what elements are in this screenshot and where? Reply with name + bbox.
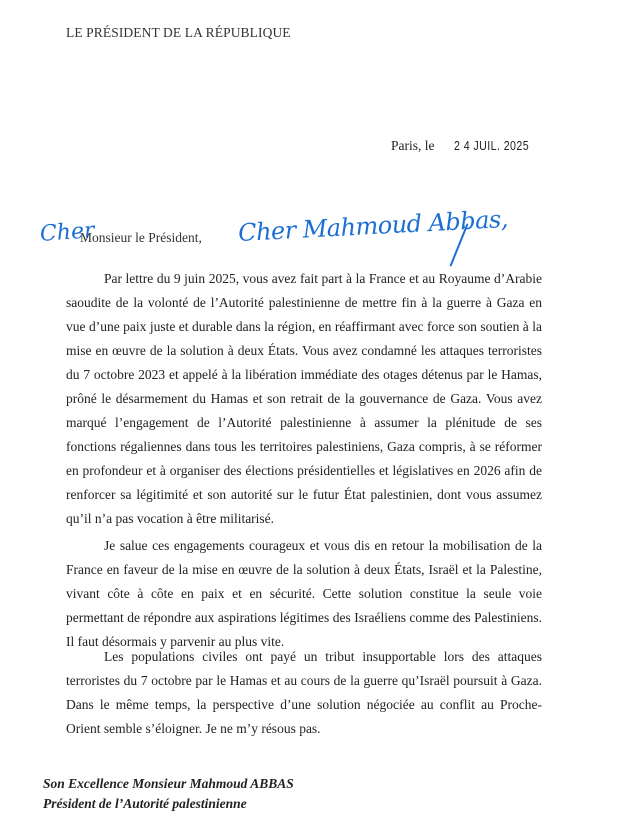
recipient-title: Président de l’Autorité palestinienne [43, 796, 247, 811]
recipient-name: Son Excellence Monsieur Mahmoud ABBAS [43, 776, 294, 791]
date-stamp: 2 4 JUIL. 2025 [453, 139, 529, 153]
handwritten-greeting-left: Cher [39, 218, 96, 247]
handwritten-greeting-right: Cher Mahmoud Abbas, [237, 204, 509, 248]
date-place: Paris, le [391, 138, 435, 153]
paragraph-1 [66, 267, 542, 531]
paragraph-2 [66, 534, 542, 654]
salutation-row [39, 204, 520, 274]
paragraph-3 [66, 645, 542, 741]
letterhead: LE PRÉSIDENT DE LA RÉPUBLIQUE [66, 25, 291, 40]
paragraph-text: Par lettre du 9 juin 2025, vous avez fait part à la France et au Royaume d’Arabie saoudite de la volonté de l’Autorité palestinienne de mettre fin à la guerre à Gaza en vue d’une paix juste et durable dans la région, en réaffirmant avec force son soutien à la mise en œuvre de la solution à deux États. Vous avez condamné les attaques terroristes du 7 octobre 2023 et appelé à la libération immédiate des otages détenus par le Hamas, prôné le désarmement du Hamas et son retrait de la gouvernance de Gaza. Vous avez marqué l’engagement de l’Autorité palestinienne à assumer la plénitude de ses fonctions régaliennes dans tous les territoires palestiniens, Gaza compris, à se réformer en profondeur et à organiser des élections présidentielles et législatives en 2026 afin de renforcer sa légitimité et son autorité sur le futur État palestinien, dont vous assumez qu’il n’a pas vocation à être militarisé. [66, 271, 542, 526]
paragraph-text: Les populations civiles ont payé un tribut insupportable lors des attaques terroristes du 7 octobre par le Hamas et au cours de la guerre qu’Israël poursuit à Gaza. Dans le même temps, la perspective d’une solution négociée au conflit au Proche-Orient semble s’éloigner. Je ne m’y résous pas. [66, 649, 542, 736]
date-line [391, 138, 542, 154]
recipient-block [43, 774, 294, 814]
salutation: Monsieur le Président, [80, 230, 202, 245]
paragraph-text: Je salue ces engagements courageux et vous dis en retour la mobilisation de la France en faveur de la mise en œuvre de la solution à deux États, Israël et la Palestine, vivant côte à côte en paix et en sécurité. Cette solution constitue la seule voie permettant de répondre aux aspirations légitimes des Israéliens comme des Palestiniens. Il faut désormais y parvenir au plus vite. [66, 538, 542, 649]
